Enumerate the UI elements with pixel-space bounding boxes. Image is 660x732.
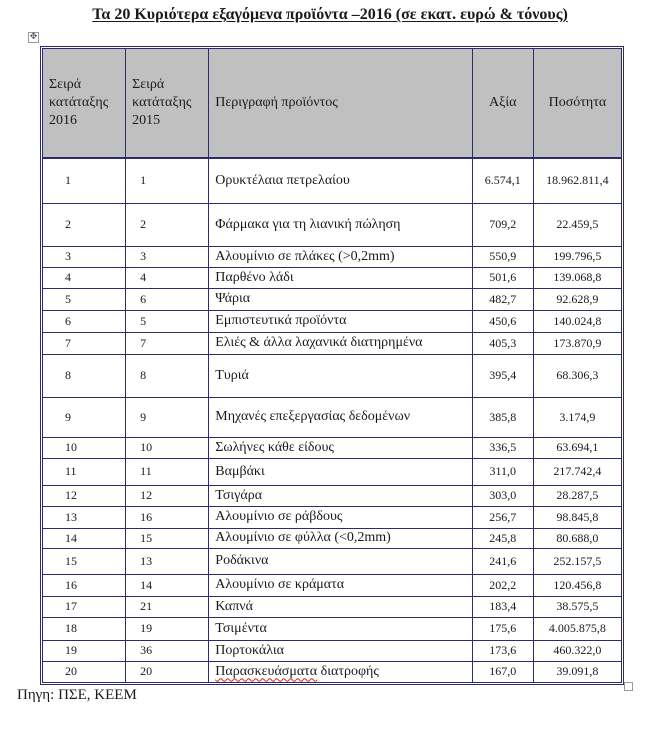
- cell-rank-2015: 1: [126, 158, 209, 203]
- cell-rank-2016: 19: [43, 640, 126, 661]
- cell-value: 385,8: [472, 397, 533, 437]
- table-row: [43, 437, 622, 458]
- cell-rank-2015: 2: [126, 203, 209, 246]
- cell-quantity: 217.742,4: [533, 458, 621, 485]
- table-row: [43, 574, 622, 596]
- cell-rank-2015: 11: [126, 458, 209, 485]
- cell-value: 6.574,1: [472, 158, 533, 203]
- cell-rank-2015: 13: [126, 548, 209, 574]
- cell-quantity: 22.459,5: [533, 203, 621, 246]
- table-row: [43, 458, 622, 485]
- cell-quantity: 39.091,8: [533, 661, 621, 682]
- cell-rank-2015: 19: [126, 617, 209, 640]
- table-move-handle-icon[interactable]: ✥: [29, 32, 38, 42]
- source-note: Πηγη: ΠΣΕ, ΚΕΕΜ: [17, 687, 137, 703]
- table-resize-handle-icon[interactable]: [624, 682, 633, 691]
- cell-description: Πορτοκάλια: [209, 640, 472, 661]
- cell-rank-2016: 12: [43, 485, 126, 506]
- cell-rank-2016: 17: [43, 596, 126, 617]
- exports-table: [42, 48, 622, 683]
- cell-quantity: 18.962.811,4: [533, 158, 621, 203]
- cell-description: Ψάρια: [209, 288, 472, 310]
- cell-value: 183,4: [472, 596, 533, 617]
- table-row: [43, 246, 622, 267]
- cell-rank-2016: 1: [43, 158, 126, 203]
- cell-rank-2015: 8: [126, 354, 209, 397]
- cell-rank-2016: 6: [43, 310, 126, 332]
- cell-quantity: 63.694,1: [533, 437, 621, 458]
- cell-rank-2015: 6: [126, 288, 209, 310]
- cell-rank-2016: 9: [43, 397, 126, 437]
- cell-description: Τσιμέντα: [209, 617, 472, 640]
- cell-rank-2015: 5: [126, 310, 209, 332]
- cell-rank-2015: 15: [126, 528, 209, 548]
- cell-rank-2015: 20: [126, 661, 209, 682]
- cell-description: Εμπιστευτικά προϊόντα: [209, 310, 472, 332]
- table-row: [43, 528, 622, 548]
- header-rank-2015: Σειρά κατάταξης 2015: [126, 49, 209, 159]
- cell-quantity: 98.845,8: [533, 506, 621, 528]
- cell-quantity: 173.870,9: [533, 332, 621, 354]
- cell-rank-2015: 7: [126, 332, 209, 354]
- cell-rank-2016: 2: [43, 203, 126, 246]
- cell-rank-2016: 8: [43, 354, 126, 397]
- table-row: [43, 661, 622, 682]
- cell-rank-2015: 4: [126, 267, 209, 288]
- cell-value: 245,8: [472, 528, 533, 548]
- cell-value: 482,7: [472, 288, 533, 310]
- cell-rank-2015: 9: [126, 397, 209, 437]
- table-row: [43, 617, 622, 640]
- cell-rank-2016: 14: [43, 528, 126, 548]
- cell-rank-2016: 7: [43, 332, 126, 354]
- cell-description: Ορυκτέλαια πετρελαίου: [209, 158, 472, 203]
- table-row: [43, 158, 622, 203]
- cell-rank-2016: 15: [43, 548, 126, 574]
- cell-quantity: 92.628,9: [533, 288, 621, 310]
- header-value: Αξία: [472, 49, 533, 159]
- cell-quantity: 68.306,3: [533, 354, 621, 397]
- cell-quantity: 38.575,5: [533, 596, 621, 617]
- table-row: [43, 332, 622, 354]
- cell-description: Αλουμίνιο σε φύλλα (<0,2mm): [209, 528, 472, 548]
- header-rank-2016: Σειρά κατάταξης 2016: [43, 49, 126, 159]
- document-title: [0, 6, 660, 24]
- header-quantity: Ποσότητα: [533, 49, 621, 159]
- cell-value: 173,6: [472, 640, 533, 661]
- cell-description: Παρθένο λάδι: [209, 267, 472, 288]
- cell-quantity: 120.456,8: [533, 574, 621, 596]
- table-row: [43, 267, 622, 288]
- cell-description: Τσιγάρα: [209, 485, 472, 506]
- cell-rank-2016: 3: [43, 246, 126, 267]
- table-row: [43, 485, 622, 506]
- cell-rank-2015: 14: [126, 574, 209, 596]
- cell-rank-2016: 4: [43, 267, 126, 288]
- exports-table-frame: [40, 46, 624, 685]
- cell-rank-2016: 16: [43, 574, 126, 596]
- table-row: [43, 506, 622, 528]
- description-word: διατροφής: [320, 663, 379, 679]
- cell-rank-2015: 3: [126, 246, 209, 267]
- cell-description: Μηχανές επεξεργασίας δεδομένων: [209, 397, 472, 437]
- cell-rank-2015: 12: [126, 485, 209, 506]
- cell-quantity: 4.005.875,8: [533, 617, 621, 640]
- table-row: [43, 397, 622, 437]
- cell-description: Σωλήνες κάθε είδους: [209, 437, 472, 458]
- cell-rank-2015: 36: [126, 640, 209, 661]
- cell-description: Ελιές & άλλα λαχανικά διατηρημένα: [209, 332, 472, 354]
- cell-description: Αλουμίνιο σε ράβδους: [209, 506, 472, 528]
- description-word: Παρασκευάσματα: [215, 663, 318, 679]
- cell-description: Αλουμίνιο σε κράματα: [209, 574, 472, 596]
- table-row: [43, 288, 622, 310]
- cell-quantity: 140.024,8: [533, 310, 621, 332]
- cell-value: 303,0: [472, 485, 533, 506]
- cell-quantity: 139.068,8: [533, 267, 621, 288]
- cell-rank-2015: 10: [126, 437, 209, 458]
- cell-description: Βαμβάκι: [209, 458, 472, 485]
- cell-value: 202,2: [472, 574, 533, 596]
- cell-value: 311,0: [472, 458, 533, 485]
- cell-value: 709,2: [472, 203, 533, 246]
- cell-quantity: 252.157,5: [533, 548, 621, 574]
- cell-value: 175,6: [472, 617, 533, 640]
- cell-description: Καπνά: [209, 596, 472, 617]
- table-row: [43, 548, 622, 574]
- cell-rank-2015: 16: [126, 506, 209, 528]
- cell-rank-2015: 21: [126, 596, 209, 617]
- cell-rank-2016: 5: [43, 288, 126, 310]
- cell-value: 550,9: [472, 246, 533, 267]
- cell-quantity: 28.287,5: [533, 485, 621, 506]
- table-body: [43, 158, 622, 682]
- table-row: [43, 310, 622, 332]
- header-description: Περιγραφή προϊόντος: [209, 49, 472, 159]
- cell-value: 256,7: [472, 506, 533, 528]
- cell-value: 336,5: [472, 437, 533, 458]
- cell-description: Τυριά: [209, 354, 472, 397]
- table-header: [43, 49, 622, 159]
- table-row: [43, 596, 622, 617]
- table-row: [43, 354, 622, 397]
- cell-value: 395,4: [472, 354, 533, 397]
- cell-rank-2016: 20: [43, 661, 126, 682]
- cell-value: 241,6: [472, 548, 533, 574]
- cell-value: 167,0: [472, 661, 533, 682]
- cell-value: 450,6: [472, 310, 533, 332]
- cell-rank-2016: 13: [43, 506, 126, 528]
- cell-description: Φάρμακα για τη λιανική πώληση: [209, 203, 472, 246]
- table-row: [43, 203, 622, 246]
- cell-rank-2016: 11: [43, 458, 126, 485]
- cell-quantity: 199.796,5: [533, 246, 621, 267]
- cell-quantity: 460.322,0: [533, 640, 621, 661]
- cell-quantity: 3.174,9: [533, 397, 621, 437]
- cell-value: 405,3: [472, 332, 533, 354]
- table-row: [43, 640, 622, 661]
- cell-value: 501,6: [472, 267, 533, 288]
- cell-quantity: 80.688,0: [533, 528, 621, 548]
- title-text: Τα 20 Κυριότερα εξαγόμενα προϊόντα –2016 (σε εκατ. ευρώ & τόνους): [92, 6, 568, 23]
- cell-description: [209, 661, 472, 682]
- cell-rank-2016: 18: [43, 617, 126, 640]
- cell-description: Αλουμίνιο σε πλάκες (>0,2mm): [209, 246, 472, 267]
- cell-description: Ροδάκινα: [209, 548, 472, 574]
- cell-rank-2016: 10: [43, 437, 126, 458]
